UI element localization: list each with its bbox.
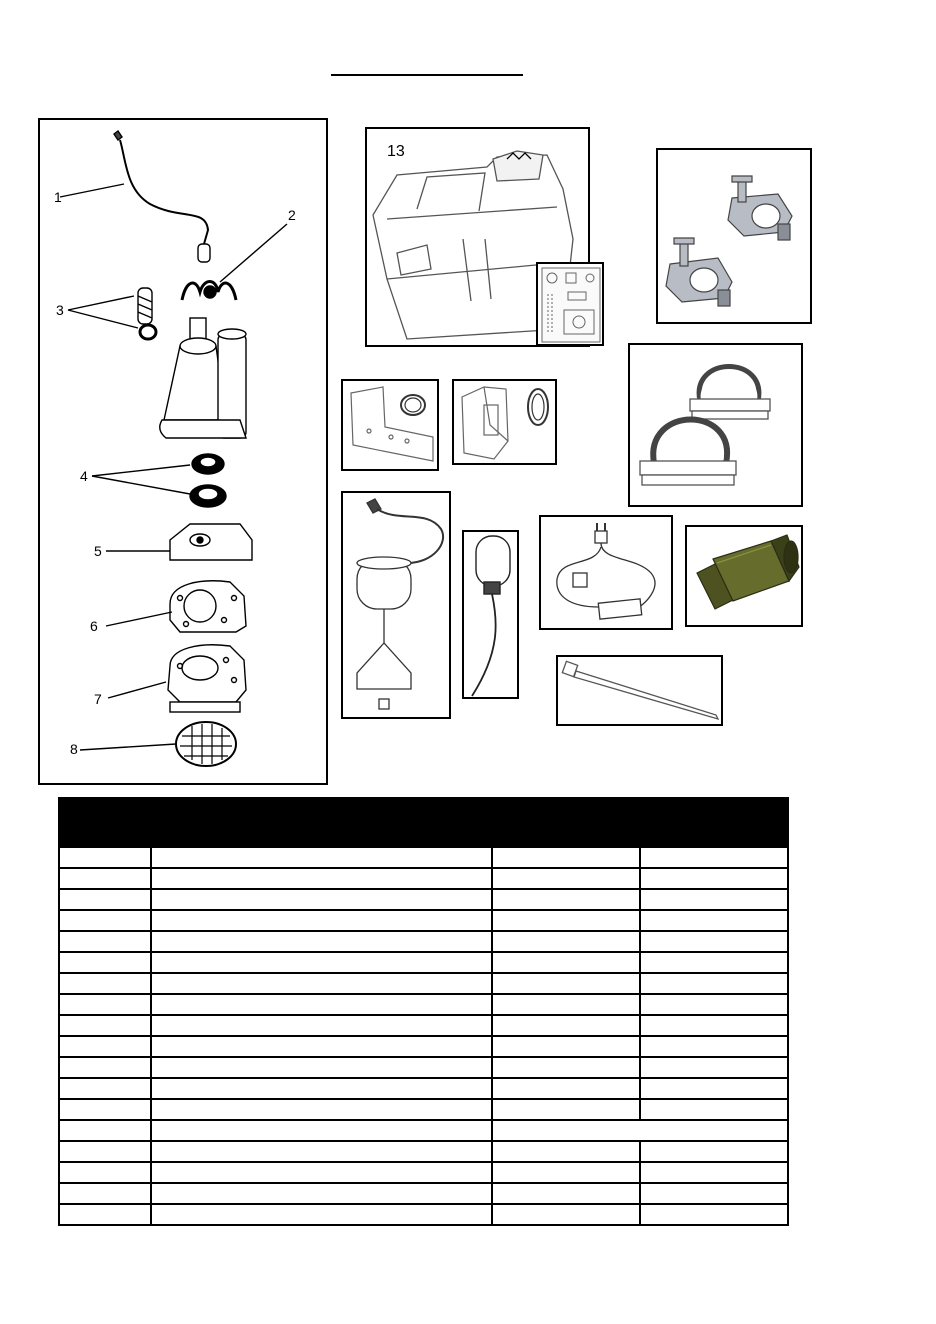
table-cell <box>492 889 640 910</box>
table-cell <box>640 1078 788 1099</box>
bracket-plate-icon <box>106 524 252 560</box>
callout-2: 2 <box>288 207 296 223</box>
table-cell <box>492 1036 640 1057</box>
callout-1: 1 <box>54 189 62 205</box>
table-cell <box>59 1162 151 1183</box>
table-cell <box>151 1057 492 1078</box>
table-cell <box>640 1015 788 1036</box>
table-cell <box>151 1162 492 1183</box>
table-cell <box>151 994 492 1015</box>
table-cell <box>59 1078 151 1099</box>
mounting-bracket-icon <box>343 381 439 471</box>
control-panel-icon <box>538 264 604 346</box>
table-cell <box>151 1078 492 1099</box>
table-cell <box>492 1057 640 1078</box>
header-cell <box>59 798 151 847</box>
sensor-probe-icon <box>464 532 519 699</box>
charger-cable-panel <box>539 515 673 630</box>
table-cell <box>640 994 788 1015</box>
battery-box-number: 13 <box>387 143 405 160</box>
float-switch-panel <box>341 491 451 719</box>
table-cell <box>59 994 151 1015</box>
table-header-row <box>59 798 788 847</box>
u-bolt-clamp-icon <box>630 345 803 507</box>
screw-and-washer-icon <box>68 288 156 339</box>
table-row <box>59 952 788 973</box>
table-cell <box>640 1183 788 1204</box>
table-cell <box>640 868 788 889</box>
table-cell <box>151 868 492 889</box>
charger-cable-icon <box>541 517 673 630</box>
table-cell <box>492 973 640 994</box>
table-row <box>59 1015 788 1036</box>
table-cell <box>492 1015 640 1036</box>
callout-6: 6 <box>90 618 98 634</box>
table-cell <box>492 1183 640 1204</box>
callout-7: 7 <box>94 691 102 707</box>
parts-list-table <box>58 797 789 1226</box>
cable-tie-icon <box>558 657 723 726</box>
table-cell <box>59 1099 151 1120</box>
bracket-with-clamp-icon <box>454 381 557 465</box>
table-cell <box>640 1057 788 1078</box>
pump-exploded-diagram <box>38 118 328 785</box>
table-cell <box>151 910 492 931</box>
table-row <box>59 1057 788 1078</box>
table-row <box>59 1162 788 1183</box>
header-cell <box>492 798 640 847</box>
table-cell <box>151 1036 492 1057</box>
table-row <box>59 889 788 910</box>
table-cell <box>151 1120 492 1141</box>
table-cell <box>59 889 151 910</box>
table-cell <box>59 847 151 868</box>
title-underline <box>331 74 523 76</box>
table-cell <box>640 931 788 952</box>
table-cell <box>59 1015 151 1036</box>
table-cell <box>492 1204 640 1225</box>
table-cell <box>59 1120 151 1141</box>
table-row <box>59 1078 788 1099</box>
table-row <box>59 847 788 868</box>
bracket-with-clamp-panel <box>452 379 557 465</box>
table-cell <box>59 931 151 952</box>
base-ring-icon <box>106 581 246 632</box>
table-cell <box>492 1099 640 1120</box>
callout-8: 8 <box>70 741 78 757</box>
page-title <box>331 52 523 72</box>
table-cell <box>59 910 151 931</box>
battery-terminals-icon <box>658 150 812 324</box>
sensor-probe-panel <box>462 530 519 699</box>
table-row <box>59 1099 788 1120</box>
table-row <box>59 910 788 931</box>
table-cell <box>151 1015 492 1036</box>
control-panel-panel <box>536 262 604 346</box>
table-cell <box>492 931 640 952</box>
table-cell <box>492 910 640 931</box>
table-row <box>59 1036 788 1057</box>
callout-5: 5 <box>94 543 102 559</box>
table-row <box>59 1141 788 1162</box>
table-cell <box>640 910 788 931</box>
seal-rings-icon <box>92 454 226 507</box>
table-cell <box>59 973 151 994</box>
callout-4: 4 <box>80 468 88 484</box>
float-switch-icon <box>343 493 451 719</box>
callout-3: 3 <box>56 302 64 318</box>
check-valve-panel <box>685 525 803 627</box>
table-cell <box>640 973 788 994</box>
table-cell <box>151 847 492 868</box>
table-cell <box>151 889 492 910</box>
table-cell <box>59 868 151 889</box>
table-cell <box>492 1162 640 1183</box>
mounting-bracket-panel <box>341 379 439 471</box>
battery-terminals-panel <box>656 148 812 324</box>
pump-motor-icon <box>160 318 246 438</box>
table-row <box>59 973 788 994</box>
table-cell <box>492 1141 640 1162</box>
impeller-clip-icon <box>182 224 287 300</box>
table-row <box>59 1120 788 1141</box>
table-cell <box>151 1204 492 1225</box>
table-cell <box>640 1036 788 1057</box>
table-cell <box>640 889 788 910</box>
table-row <box>59 868 788 889</box>
table-row <box>59 1204 788 1225</box>
table-row <box>59 1183 788 1204</box>
power-cord-icon <box>60 131 210 262</box>
table-row <box>59 994 788 1015</box>
header-cell <box>640 798 788 847</box>
table-cell <box>640 1099 788 1120</box>
table-cell <box>151 931 492 952</box>
table-cell-merged <box>492 1120 788 1141</box>
table-cell <box>151 1099 492 1120</box>
table-cell <box>151 1141 492 1162</box>
table-cell <box>492 847 640 868</box>
table-cell <box>492 952 640 973</box>
table-cell <box>59 1183 151 1204</box>
cable-tie-panel <box>556 655 723 726</box>
header-cell <box>151 798 492 847</box>
pump-housing-icon <box>108 645 246 712</box>
table-cell <box>492 868 640 889</box>
table-cell <box>59 952 151 973</box>
table-cell <box>492 1078 640 1099</box>
table-cell <box>151 973 492 994</box>
table-cell <box>151 952 492 973</box>
table-cell <box>59 1204 151 1225</box>
table-cell <box>640 847 788 868</box>
table-row <box>59 931 788 952</box>
table-cell <box>59 1036 151 1057</box>
strainer-icon <box>80 722 236 766</box>
table-cell <box>640 1141 788 1162</box>
table-cell <box>59 1141 151 1162</box>
check-valve-icon <box>687 527 803 627</box>
table-cell <box>59 1057 151 1078</box>
table-cell <box>151 1183 492 1204</box>
table-cell <box>640 952 788 973</box>
table-cell <box>492 994 640 1015</box>
table-cell <box>640 1204 788 1225</box>
table-cell <box>640 1162 788 1183</box>
u-bolt-clamp-panel <box>628 343 803 507</box>
